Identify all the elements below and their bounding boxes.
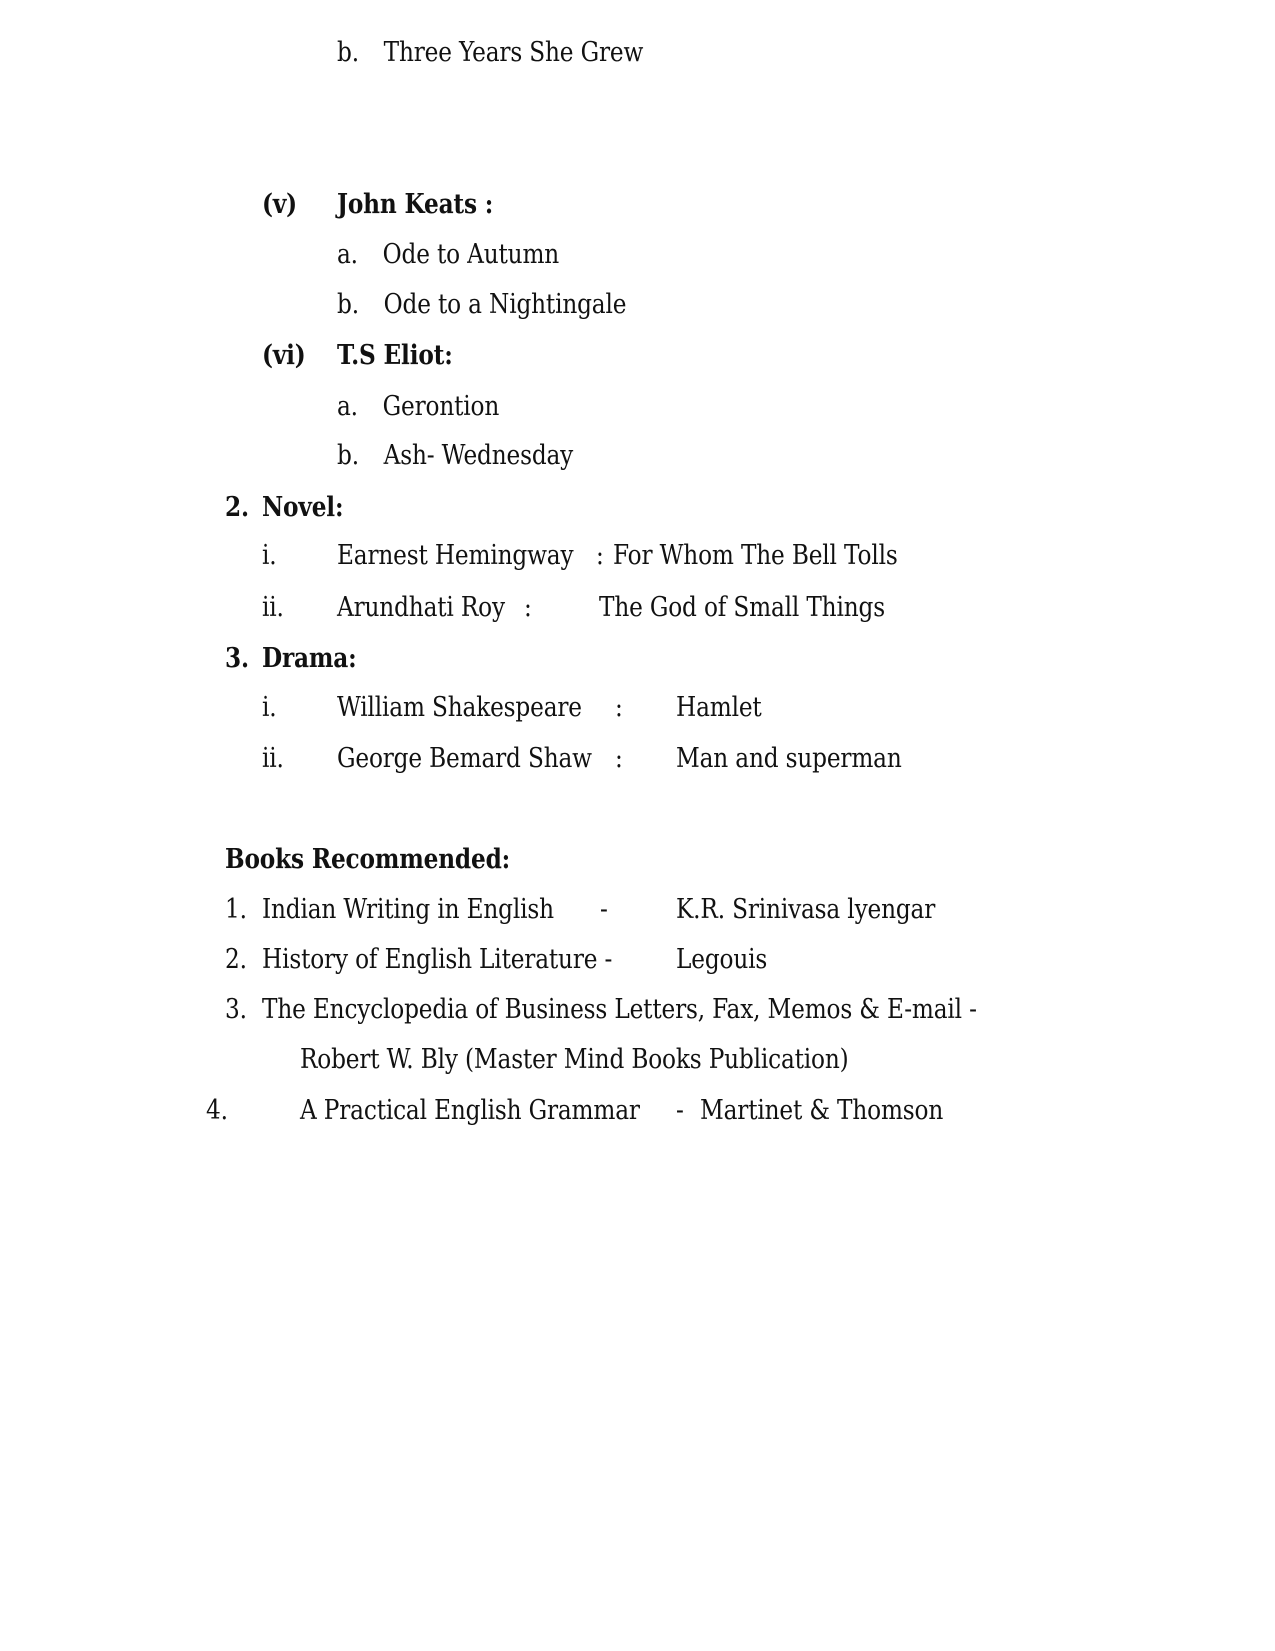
- poem-item: [337, 238, 559, 272]
- drama-row-separator: :: [615, 692, 623, 723]
- poem-item: [337, 288, 626, 322]
- item-marker: a.: [337, 391, 358, 422]
- item-text: Ash- Wednesday: [383, 440, 574, 471]
- book-title: The Encyclopedia of Business Letters, Fax, Memos & E-mail -: [262, 994, 977, 1025]
- item-text: Gerontion: [382, 391, 500, 422]
- poet-heading: T.S Eliot:: [337, 340, 453, 371]
- book-separator: -: [600, 894, 608, 925]
- book-title: Indian Writing in English: [262, 894, 554, 925]
- poem-item: [337, 36, 643, 70]
- book-author: Legouis: [676, 944, 768, 975]
- book-marker: 1.: [225, 894, 247, 925]
- item-text: Ode to Autumn: [382, 239, 560, 270]
- drama-row-marker: i.: [262, 692, 277, 723]
- book-marker: 3.: [225, 994, 247, 1025]
- item-text: Three Years She Grew: [383, 37, 644, 68]
- section-heading-novel: Novel:: [262, 492, 344, 523]
- item-marker: b.: [337, 440, 359, 471]
- novel-row-title: For Whom The Bell Tolls: [613, 540, 898, 571]
- drama-row-title: Man and superman: [676, 743, 902, 774]
- item-marker: a.: [337, 239, 358, 270]
- section-number: 3.: [225, 643, 249, 674]
- book-title-continuation: Robert W. Bly (Master Mind Books Publication): [300, 1044, 849, 1075]
- novel-row-author: Arundhati Roy: [337, 592, 505, 623]
- item-marker: b.: [337, 37, 359, 68]
- book-title: History of English Literature -: [262, 944, 613, 975]
- novel-row-separator: :: [524, 592, 532, 623]
- books-recommended-heading: Books Recommended:: [225, 844, 511, 875]
- novel-row-marker: ii.: [262, 592, 284, 623]
- novel-row-marker: i.: [262, 540, 277, 571]
- novel-row-title: The God of Small Things: [599, 592, 885, 623]
- drama-row-separator: :: [615, 743, 623, 774]
- drama-row-marker: ii.: [262, 743, 284, 774]
- novel-row-author: Earnest Hemingway: [337, 540, 574, 571]
- poem-item: [337, 390, 499, 424]
- book-author: K.R. Srinivasa lyengar: [676, 894, 936, 925]
- drama-row-author: William Shakespeare: [337, 692, 582, 723]
- section-heading-drama: Drama:: [262, 643, 357, 674]
- drama-row-title: Hamlet: [676, 692, 762, 723]
- poem-item: [337, 439, 573, 473]
- book-marker: 2.: [225, 944, 247, 975]
- item-marker: b.: [337, 289, 359, 320]
- poet-heading: John Keats :: [337, 189, 494, 220]
- book-separator: -: [676, 1095, 684, 1126]
- poet-heading-marker: (vi): [262, 340, 306, 371]
- book-author: Martinet & Thomson: [700, 1095, 944, 1126]
- novel-row-separator: :: [596, 540, 604, 571]
- book-title: A Practical English Grammar: [300, 1095, 640, 1126]
- section-number: 2.: [225, 492, 249, 523]
- drama-row-author: George Bemard Shaw: [337, 743, 592, 774]
- item-text: Ode to a Nightingale: [383, 289, 627, 320]
- book-marker: 4.: [206, 1095, 228, 1126]
- poet-heading-marker: (v): [262, 189, 297, 220]
